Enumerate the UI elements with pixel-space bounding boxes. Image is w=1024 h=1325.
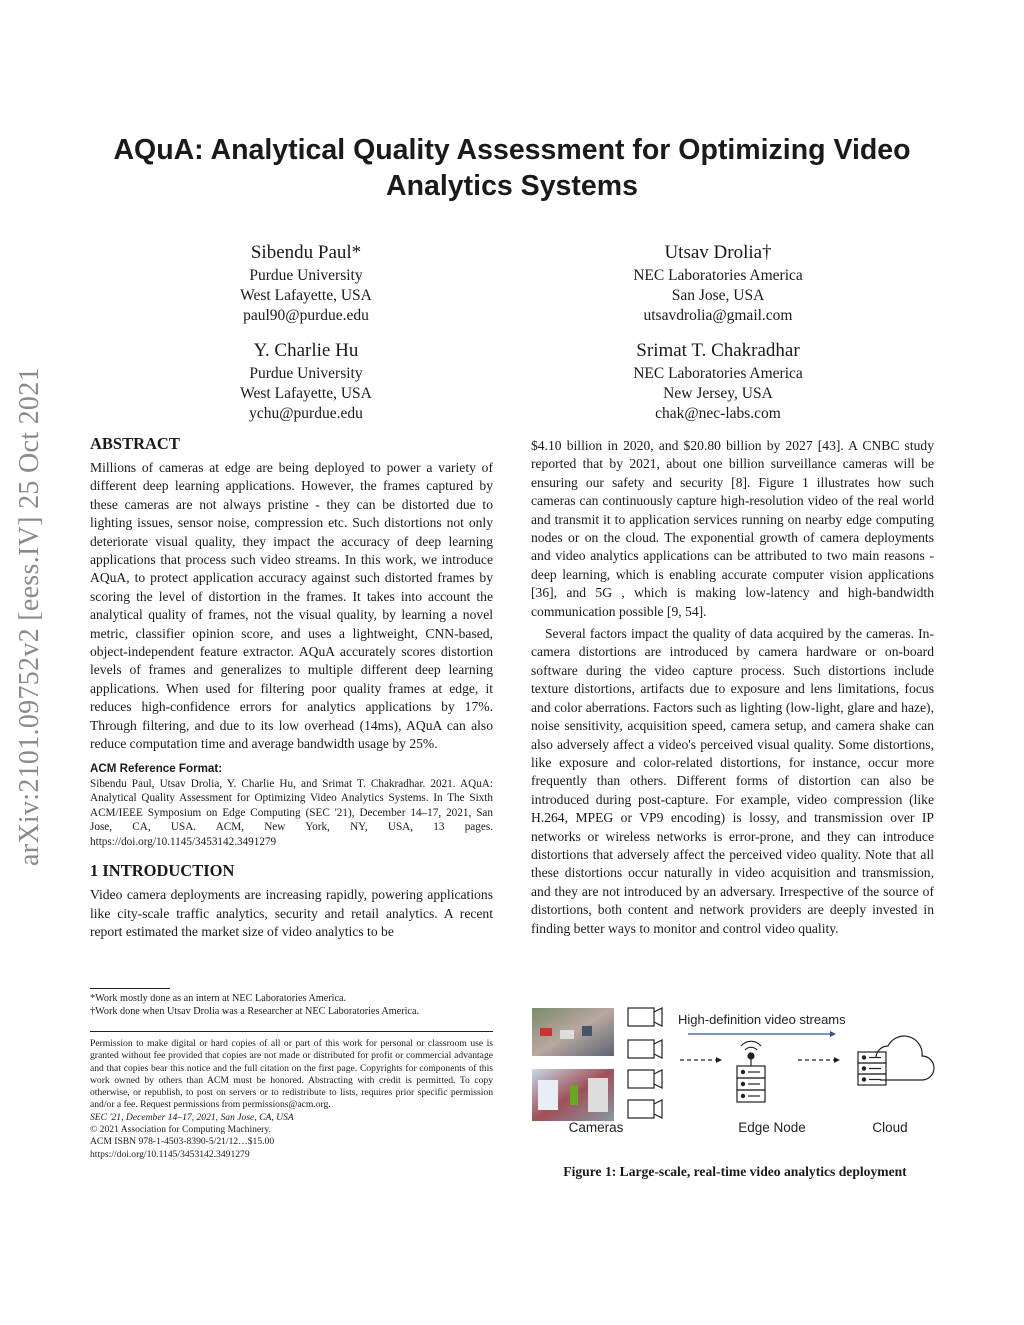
doi-line: https://doi.org/10.1145/3453142.3491279 [90, 1148, 250, 1160]
author-name: Utsav Drolia† [664, 242, 772, 263]
intro-heading: 1 INTRODUCTION [90, 861, 235, 881]
author-name: Sibendu Paul* [250, 242, 362, 263]
footnote-rule [90, 988, 170, 989]
deployment-diagram [530, 1000, 940, 1145]
author-name: Srimat T. Chakradhar [636, 340, 800, 361]
cloud-server-icon [858, 1036, 934, 1085]
author-block [568, 338, 868, 424]
stream-label: High-definition video streams [678, 1012, 846, 1027]
camera-icon [628, 1070, 662, 1088]
acm-ref-text: Sibendu Paul, Utsav Drolia, Y. Charlie Hu, and Srimat T. Chakradhar. 2021. AQuA: Analytical Quality Assessment for Optimizing Video Analytics Systems. In The Sixth ACM/IEEE Symposium on Edge Computing (SEC '21), December 14–17, 2021, San Jose, CA, USA. ACM, New York, NY, USA, 13 pages. https://doi.org/10.1145/3453142.3491279 [90, 777, 493, 848]
venue-line: SEC '21, December 14–17, 2021, San Jose, CA, USA [90, 1111, 294, 1123]
edge-node-icon [737, 1041, 765, 1102]
author-email: ychu@purdue.edu [249, 405, 363, 422]
paragraph: Several factors impact the quality of data acquired by the cameras. In-camera distortions are introduced by camera hardware or on-board software during the video capture process. Such distortions include texture distortions, artifacts due to exposure and lens limitations, focus and color aberrations. Factors such as lighting (low-light, glare and haze), noise sensitivity, acquisition speed, camera setup, and camera shake can also adversely affect a video's perceived visual quality. Some distortions, like exposure and color-related distortions, for instance, occur more frequently than others. Different forms of distortion can also be introduced during post-capture. For example, video compression (like H.264, MPEG or VP9 encoding) is lossy, and transmission over IP networks or wireless networks is error-prone, and they can introduce distortions that adversely affect the perceived video quality. Note that all these distortions occur naturally in video acquisition and transmission, and they are not introduced by an adversary. Irrespective of the source of distortions, both content and network providers are deeply invested in finding better ways to monitor and control video quality. [531, 626, 934, 936]
copyright-line: © 2021 Association for Computing Machinery. [90, 1124, 271, 1136]
author-location: San Jose, USA [671, 287, 765, 304]
author-block [568, 240, 868, 326]
left-column [90, 434, 493, 942]
author-location: West Lafayette, USA [240, 385, 372, 402]
author-location: New Jersey, USA [663, 385, 773, 402]
intro-text: Video camera deployments are increasing rapidly, powering applications like city-scale traffic analytics, security and retail analytics. A recent report estimated the market size of video analytics to be [90, 887, 493, 940]
camera-photo [532, 1008, 614, 1056]
abstract-text: Millions of cameras at edge are being deployed to power a variety of different deep learning applications. However, the frames captured by these cameras are not always pristine - they can be distorted due to lighting issues, sensor noise, compression etc. Such distortions not only deteriorate visual quality, they impact the accuracy of deep learning applications that process such video streams. In this work, we introduce AQuA, to protect application accuracy against such distorted frames by scoring the level of distortion in the frames. It takes into account the analytical quality of frames, not the visual quality, by learning a novel metric, classifier opinion score, and uses a lightweight, CNN-based, object-independent feature extractor. AQuA accurately scores distortion levels of frames and generalizes to multiple different deep learning applications. When used for filtering poor quality frames at edge, it reduces high-confidence errors for analytics applications by 17%. Through filtering, and due to its low overhead (14ms), AQuA can also reduce computation time and average bandwidth usage by 25%. [90, 460, 493, 752]
footnote-2: †Work done when Utsav Drolia was a Researcher at NEC Laboratories America. [90, 1006, 420, 1018]
title-line-2: Analytics Systems [386, 170, 638, 202]
arxiv-identifier: arXiv:2101.09752v2 [eess.IV] 25 Oct 2021 [14, 367, 45, 866]
edge-node-label: Edge Node [738, 1120, 806, 1135]
camera-icon [628, 1008, 662, 1026]
author-location: West Lafayette, USA [240, 287, 372, 304]
cameras-label: Cameras [568, 1120, 624, 1135]
author-affiliation: Purdue University [249, 267, 363, 284]
author-affiliation: NEC Laboratories America [633, 365, 803, 382]
cloud-label: Cloud [872, 1120, 908, 1135]
paragraph: $4.10 billion in 2020, and $20.80 billion by 2027 [43]. A CNBC study reported that by 2021, about one billion surveillance cameras will be ensuring our safety and security [8]. Figure 1 illustrates how such cameras can continuously capture high-resolution video of the real world and transmit it to application services running on nearby edge computing nodes or on the cloud. The exponential growth of camera deployments and video analytics applications can be attributed to two main reasons - deep learning, which is enabling accurate computer vision applications [36], and 5G , which is making low-latency and high-bandwidth communication possible [9, 54]. [531, 438, 934, 619]
author-affiliation: NEC Laboratories America [633, 267, 803, 284]
abstract-heading: ABSTRACT [90, 434, 180, 453]
author-block [156, 240, 456, 326]
author-email: chak@nec-labs.com [655, 405, 781, 422]
figure-caption: Figure 1: Large-scale, real-time video analytics deployment [563, 1164, 907, 1179]
title-line-1: AQuA: Analytical Quality Assessment for Optimizing Video [113, 134, 911, 166]
footnote-1: *Work mostly done as an intern at NEC Laboratories America. [90, 993, 347, 1004]
paper-title [100, 132, 924, 204]
author-affiliation: Purdue University [249, 365, 363, 382]
footnotes [90, 992, 493, 1018]
permission-text: Permission to make digital or hard copies of all or part of this work for personal or classroom use is granted without fee provided that copies are not made or distributed for profit or commercial advantage and that copies bear this notice and the full citation on the first page. Copyrights for components of this work owned by others than ACM must be honored. Abstracting with credit is permitted. To copy otherwise, or republish, to post on servers or to redistribute to lists, requires prior specific permission and/or a fee. Request permissions from permissions@acm.org. [90, 1038, 493, 1111]
author-email: utsavdrolia@gmail.com [643, 307, 793, 324]
author-name: Y. Charlie Hu [253, 340, 359, 361]
permission-block [90, 1038, 493, 1161]
camera-photo [532, 1069, 614, 1121]
acm-ref-heading: ACM Reference Format: [90, 761, 223, 775]
arrowhead-icon [716, 1057, 722, 1063]
isbn-line: ACM ISBN 978-1-4503-8390-5/21/12…$15.00 [90, 1136, 275, 1148]
camera-icon [628, 1100, 662, 1118]
camera-icon [628, 1040, 662, 1058]
permission-rule [90, 1031, 493, 1032]
author-email: paul90@purdue.edu [243, 307, 369, 324]
arrowhead-icon [834, 1057, 840, 1063]
figure-1 [530, 1000, 940, 1145]
arrowhead-icon [830, 1031, 836, 1037]
author-block [156, 338, 456, 424]
right-column [531, 437, 934, 938]
